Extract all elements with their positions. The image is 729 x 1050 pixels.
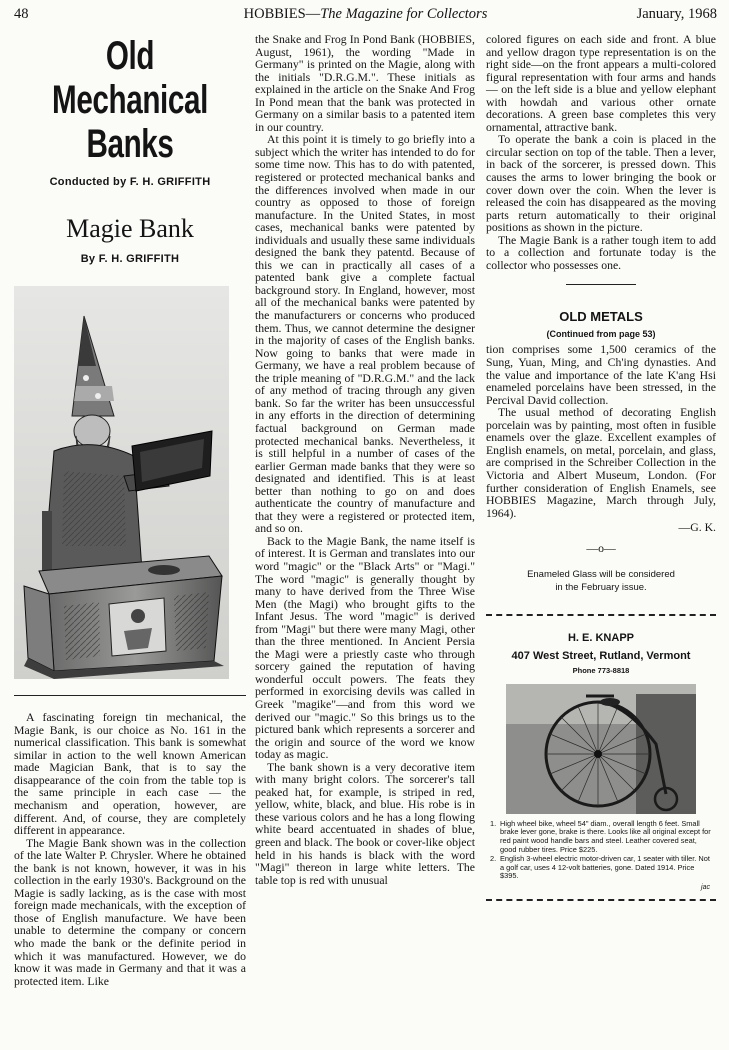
- conducted-by: Conducted by F. H. GRIFFITH: [49, 176, 211, 188]
- page-number: 48: [14, 6, 29, 22]
- old-metals-paragraph-2: The usual method of decorating English porcelain was by painting, most often in fusible enamels over the glaze. Excellent examples of English enamels, on metal, porcelain, and glass, are comprised in the Schreiber Collection in the Victoria and Albert Museum, London. (For further consideration of English Enamels, see HOBBIES Magazine, March through July, 1964).: [486, 406, 716, 520]
- end-rule: [566, 284, 636, 285]
- issue-date: January, 1968: [636, 6, 717, 22]
- col2-paragraph-2: At this point it is timely to go briefly into a subject which the writer has intended to do for some time now. This has to do with patented, registered or protected mechanical banks and the differences involved when made in our country as opposed to those of foreign manufacture. In the United States, in most cases, mechanical banks were patented by individuals and usually these same individuals designed the bank they patentd. Because of this we can in practically all cases of a patented bank give a complete factual background story. In England, however, most all of the mechanical banks were patented by the manufacturers or concerns who produced them. Thus, we cannot determine the designer in the majority of cases of the English banks. Now going to banks that were made in Germany, we have a real problem because of the triple meaning of "D.R.G.M." and the lack of any method of tracing through any given bank. So far the writer has been unsuccessful in any efforts in the direction of determining factual background on German made protected mechanical banks. Nevertheless, it is still helpful in a number of cases of the earlier German made banks that they were so designated and identified. This is at least better than nothing to go on and does authenticate the country of manufacture and that they were a registered or protected item, and so on.: [255, 133, 475, 536]
- ad-code: jac: [701, 884, 710, 892]
- next-issue-line-1: Enameled Glass will be considered: [527, 569, 675, 581]
- magie-bank-photo: [14, 286, 229, 679]
- continued-note: (Continued from page 53): [546, 328, 656, 339]
- page-header: [14, 6, 717, 28]
- ad-border-bottom: [486, 899, 716, 901]
- col2-paragraph-4: The bank shown is a very decorative item with many bright colors. The sorcerer's tall peaked hat, for example, is striped in red, yellow, white, black, and blue. His robe is in these various colors and he has a long flowing white beard accentuated in shades of blue, green and black. The book or cover-like object held in his hands is black with the word "Magi" thereon in large white letters. The table top is red with unusual: [255, 760, 475, 887]
- ad-name: H. E. KNAPP: [567, 632, 634, 645]
- high-wheel-bike-photo: [506, 684, 696, 814]
- feature-title-line-3: Banks: [86, 122, 174, 166]
- ad-item: [490, 855, 714, 881]
- magazine-subtitle: The Magazine for Collectors: [320, 6, 488, 22]
- section-rule: [14, 695, 246, 696]
- author-signature: —G. K.: [678, 521, 716, 535]
- ad-item-text: High wheel bike, wheel 54" diam., overall length 6 feet. Small brake lever gone, brake is there. Looks like all original except for red paint wood handle bars and steel. Leather covered seat, good rubber tires. Price $225.: [500, 818, 711, 854]
- feature-title-line-1: Old: [105, 34, 155, 78]
- ad-item-list: [490, 820, 714, 881]
- ad-item-number: 2.: [490, 854, 497, 864]
- col1-paragraph-2: The Magie Bank shown was in the collection of the late Walter P. Chrysler. Where he obtained the bank is not known, however, it was in his collection in the early 1930's. Background on the Magie is sadly lacking, as is the case with most foreign made mechanicals, with the exception of those of English manufacture. We have been unable to determine the company or concern who made the bank or the definite period in which it was manufactured. However, we do know it was made in Germany and that it was a protected item. Like: [14, 836, 246, 988]
- magazine-name: HOBBIES—: [243, 6, 321, 22]
- column-1: [14, 34, 246, 988]
- col3-paragraph-3: The Magie Bank is a rather tough item to add to a collection and fortunate today is the collector who possesses one.: [486, 233, 716, 272]
- feature-title-line-2: Mechanical: [52, 78, 208, 122]
- col1-paragraph-1: A fascinating foreign tin mechanical, the Magie Bank, is our choice as No. 161 in the numerical classification. This bank is somewhat similar in action to the well known American made Magician Bank, that is to say the disappearance of the coin from the table top is the same principle in each case — the mechanism and operation, however, are different. And, of course, they are completely different in appearance.: [14, 711, 246, 838]
- ad-item: [490, 820, 714, 854]
- old-metals-paragraph-1: tion comprises some 1,500 ceramics of the Sung, Yuan, Ming, and Ch'ing dynasties. And the value and importance of the late K'ang Hsi enameled porcelains have been stressed, in the Percival David collection.: [486, 343, 716, 407]
- ad-border-top: [486, 614, 716, 616]
- article-title: Magie Bank: [66, 213, 194, 243]
- feature-title: [44, 34, 216, 166]
- ad-phone: Phone 773-8818: [572, 666, 630, 676]
- col2-paragraph-1: the Snake and Frog In Pond Bank (HOBBIES, August, 1961), the wording "Made in Germany" is printed on the Magie, along with the initials "D.R.G.M.". These initials as explained in the article on the Snake And Frog In Pond mean that the bank was protected in Germany on a similar basis to a patented item in our country.: [255, 33, 475, 134]
- magazine-title: [14, 6, 717, 23]
- old-metals-heading: OLD METALS: [559, 309, 643, 325]
- separator: —o—: [586, 541, 616, 555]
- next-issue-line-2: in the February issue.: [555, 582, 647, 594]
- ad-address: 407 West Street, Rutland, Vermont: [511, 649, 691, 662]
- ad-item-number: 1.: [490, 818, 497, 828]
- column-2: [255, 34, 475, 887]
- col3-paragraph-1: colored figures on each side and front. A blue and yellow dragon type representation is on the right side—on the front appears a multi-colored figural representation with four arms and hands — on the left side is a blue and yellow elephant with howdah and various other ornate decorations. A green base completes this very ornamental, attractive bank.: [486, 33, 716, 134]
- next-issue-note: [486, 568, 716, 594]
- column-3: [486, 34, 716, 901]
- byline: By F. H. GRIFFITH: [80, 253, 180, 266]
- ad-item-text: English 3-wheel electric motor-driven car, 1 seater with tiller. Not a golf car, uses 4 12-volt batteries, gone. Dated 1914. Price $395.: [500, 854, 710, 881]
- col2-paragraph-3: Back to the Magie Bank, the name itself is of interest. It is German and translates into our word "magic" or the "Black Arts" or "Magi." The word "magic" is generally thought by many to have derived from the Three Wise Men (the Magi) who brought gifts to the Infant Jesus. The word "magic" is derived from "Magi" but there were many Magi, other than the three mentioned. In Ancient Persia the Magi were a priestly caste who through sorcery gained the reputation of having wonderful occult powers. The feats they performed in exorcising devils was called in Greek "magike"—and from this word we derived our "magic." So this brings us to the pictured bank which represents a sorcerer and the origin and source of the word we know today as magic.: [255, 534, 475, 762]
- col3-paragraph-2: To operate the bank a coin is placed in the circular section on top of the table. Then a lever, in back of the sorcerer, is pressed down. This causes the arms to lower bringing the book or cover down over the coin. When the lever is released the coin has disappeared as the moving parts return automatically to their original positions as shown in the picture.: [486, 133, 716, 235]
